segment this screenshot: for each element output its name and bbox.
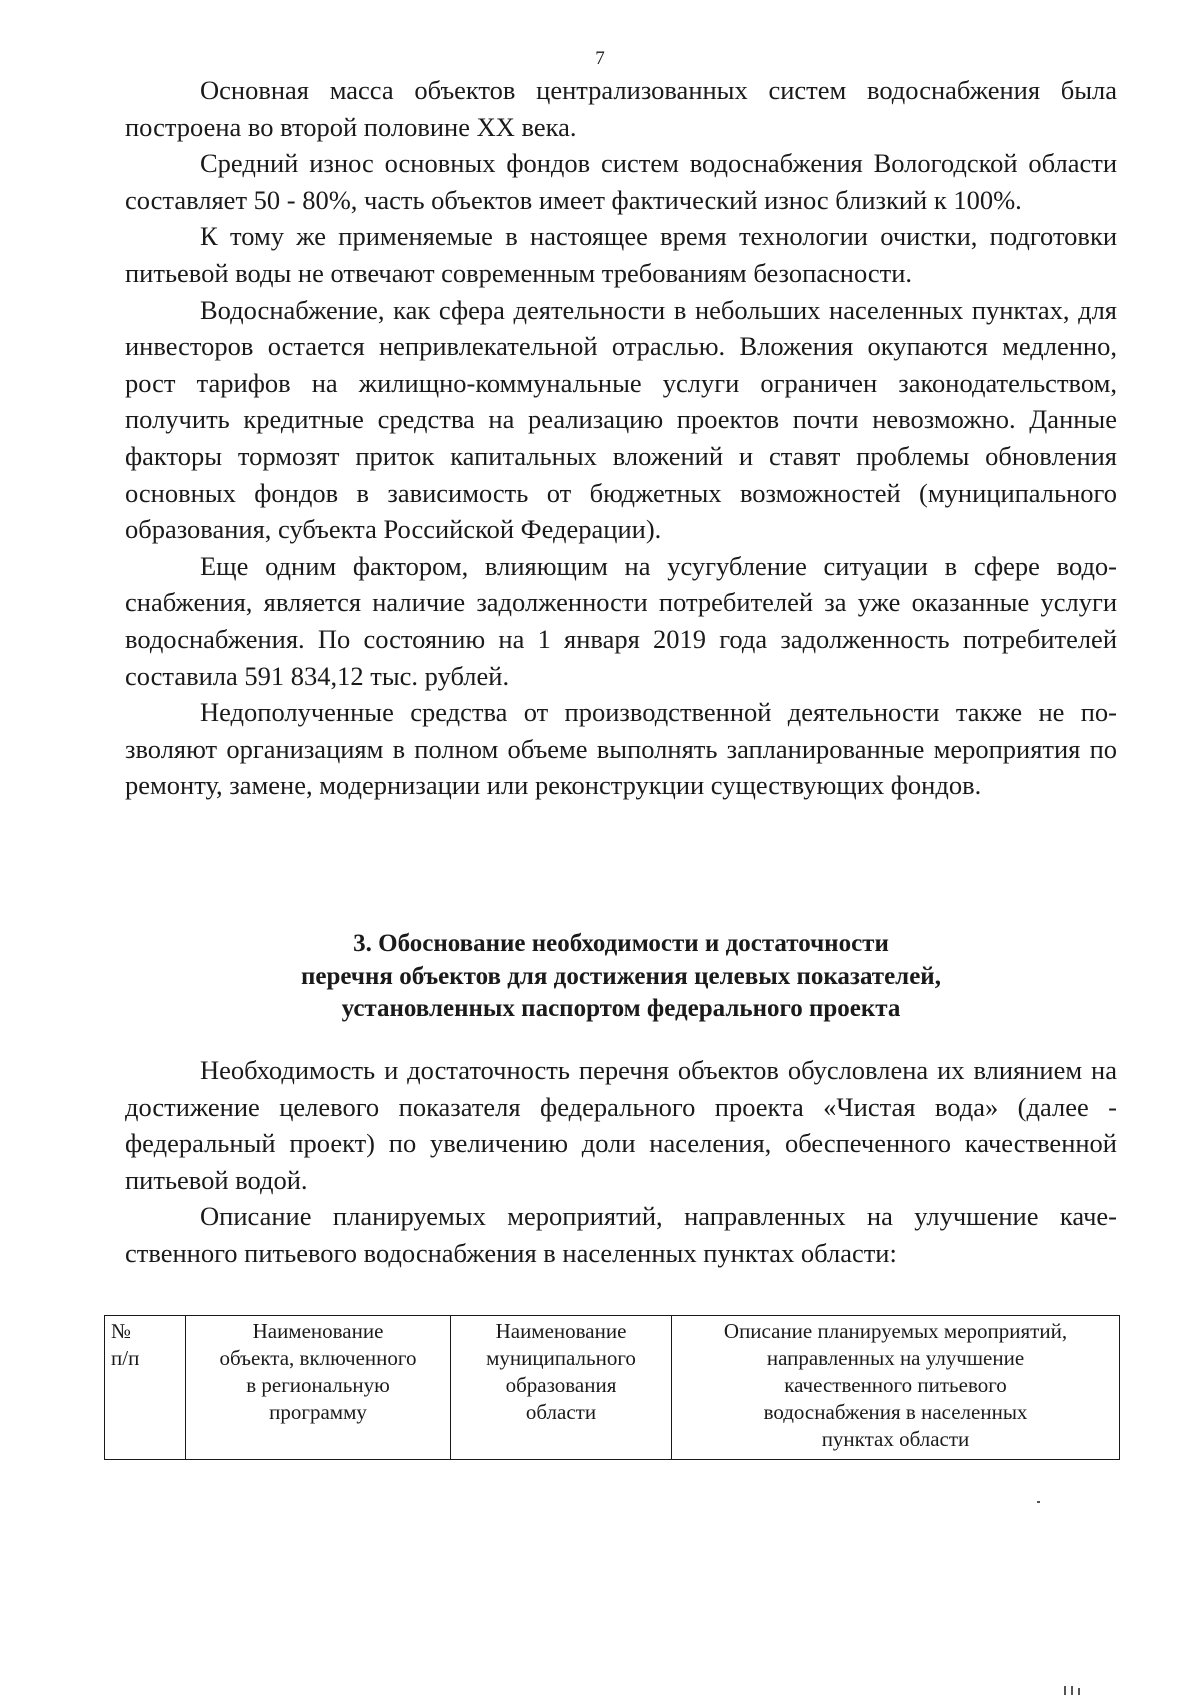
paragraph: Необходимость и достаточность перечня объектов обусловлена их влиянием на достижение целевого показателя федерального проекта «Чистая вода» (далее - федеральный проект) по увеличению доли населения, обеспеченного качественной питьевой водой. [125, 1055, 1117, 1195]
section-heading-line: 3. Обоснование необходимости и достаточности [353, 930, 889, 957]
scan-mark [1071, 1686, 1073, 1695]
paragraph: Еще одним фактором, влияющим на усугубление ситуации в сфере водоснабжения, является наличие задолженности потребителей за уже оказанные услуги водоснабжения. По состоянию на 1 января 2019 года задолженность потребителей составила 591 834,12 тыс. рублей. [125, 550, 1117, 691]
section-heading-line: установленных паспортом федерального проекта [341, 995, 901, 1022]
scan-mark [1078, 1688, 1080, 1695]
paragraph: Описание планируемых мероприятий, направленных на улучшение качественного питьевого водоснабжения в населенных пунктах области: [125, 1201, 1117, 1268]
paragraph: К тому же применяемые в настоящее время технологии очистки, подготовки питьевой воды не отвечают современным требованиям безопасности. [125, 221, 1117, 288]
paragraph: Основная масса объектов централизованных систем водоснабжения была построена во второй половине XX века. [125, 75, 1117, 142]
header-cell-description [672, 1316, 1120, 1460]
section-heading [125, 928, 1117, 1026]
table-header-row [105, 1316, 1120, 1460]
header-text: Наименование муниципального образования области [486, 1319, 636, 1424]
header-text: Описание планируемых мероприятий, направленных на улучшение качественного питьевого водоснабжения в населенных пунктах области [723, 1319, 1068, 1451]
page-number: 7 [595, 48, 605, 69]
header-text: № п/п [111, 1319, 140, 1370]
section-body [125, 1052, 1117, 1272]
paragraph: Средний износ основных фондов систем водоснабжения Вологодской области составляет 50 - 80%, часть объектов имеет фактический износ близкий к 100%. [125, 148, 1117, 215]
objects-table [104, 1315, 1120, 1460]
scan-mark [1064, 1686, 1066, 1695]
paragraph: Водоснабжение, как сфера деятельности в небольших населенных пунктах, для инвесторов остается непривлекательной отраслью. Вложения окупаются медленно, рост тарифов на жилищно-коммунальные услуги ограничен законодательством, получить кредитные средства на реализацию проектов почти невозможно. Данные факторы тормозят приток капитальных вложений и ставят проблемы обновления основных фондов в зависимость от бюджетных возможностей (муниципального образования, субъекта Российской Федерации). [125, 294, 1117, 545]
header-cell-object-name [186, 1316, 451, 1460]
header-text: Наименование объекта, включенного в региональную программу [219, 1319, 417, 1424]
header-cell-number [105, 1316, 186, 1460]
paragraph: Недополученные средства от производственной деятельности также не позволяют организациям в полном объеме выполнять запланированные мероприятия по ремонту, замене, модернизации или реконструкции существующих фондов. [125, 697, 1117, 801]
scan-mark [1037, 1501, 1040, 1503]
header-cell-municipality [451, 1316, 672, 1460]
body-text [125, 72, 1117, 804]
section-heading-line: перечня объектов для достижения целевых показателей, [301, 962, 941, 990]
